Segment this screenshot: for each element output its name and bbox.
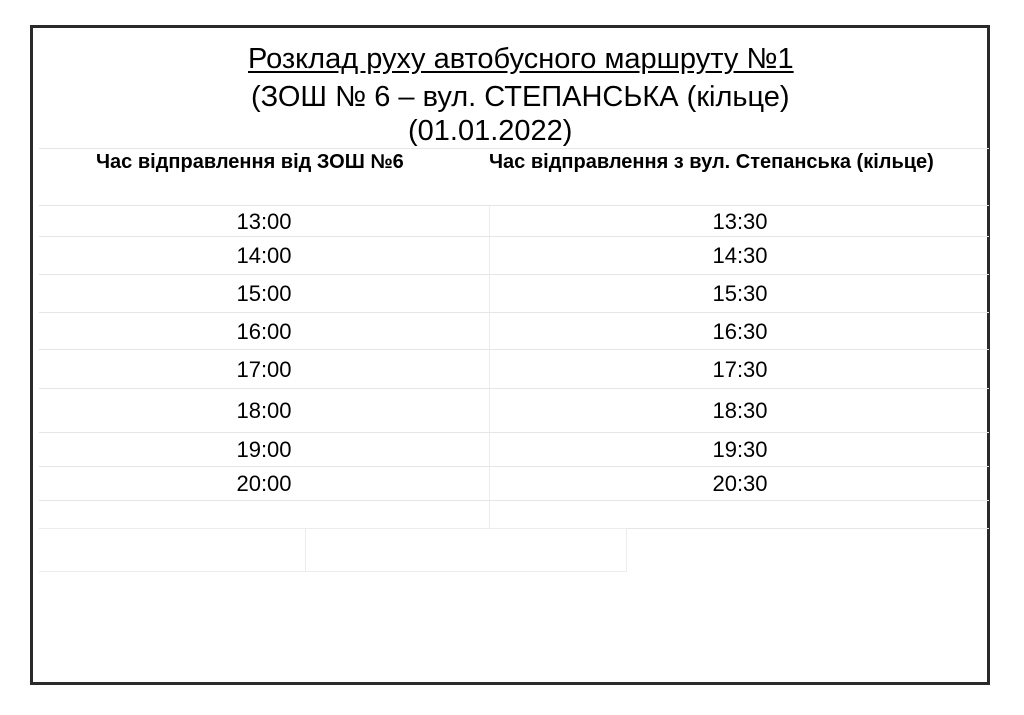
empty-table-row bbox=[39, 500, 989, 529]
departure-stepanska-time: 14:30 bbox=[489, 237, 990, 275]
departure-stepanska-time: 19:30 bbox=[489, 433, 990, 467]
table-row bbox=[39, 205, 989, 237]
table-row bbox=[39, 312, 989, 350]
departure-school-time: 14:00 bbox=[236, 243, 292, 268]
schedule-title: Розклад руху автобусного маршруту №1 bbox=[248, 43, 794, 75]
table-row bbox=[39, 274, 989, 313]
empty-cell bbox=[489, 501, 990, 528]
schedule-date: (01.01.2022) bbox=[408, 115, 573, 147]
departure-stepanska-time: 20:30 bbox=[489, 467, 990, 501]
departure-stepanska-time: 13:30 bbox=[489, 206, 990, 237]
table-row bbox=[39, 388, 989, 433]
empty-extra-row bbox=[39, 528, 627, 572]
table-header-row bbox=[39, 148, 989, 206]
departure-school-time: 13:00 bbox=[236, 208, 292, 234]
table-row bbox=[39, 236, 989, 275]
departure-school-time: 18:00 bbox=[236, 398, 292, 423]
extra-row-divider bbox=[305, 529, 306, 571]
departure-stepanska-time: 17:30 bbox=[489, 350, 990, 389]
departure-school-time: 16:00 bbox=[236, 318, 292, 344]
departure-stepanska-time: 18:30 bbox=[489, 389, 990, 433]
departure-stepanska-time: 15:30 bbox=[489, 275, 990, 313]
route-subtitle: (ЗОШ № 6 – вул. СТЕПАНСЬКА (кільце) bbox=[251, 81, 790, 113]
table-row bbox=[39, 349, 989, 389]
table-row bbox=[39, 432, 989, 467]
header-departure-stepanska: Час відправлення з вул. Степанська (кільце) bbox=[489, 151, 934, 173]
table-row bbox=[39, 466, 989, 501]
departure-school-time: 19:00 bbox=[236, 437, 292, 462]
extra-row-divider bbox=[626, 529, 627, 571]
header-departure-school: Час відправлення від ЗОШ №6 bbox=[96, 151, 404, 173]
departure-stepanska-time: 16:30 bbox=[489, 313, 990, 350]
empty-cell bbox=[39, 501, 489, 528]
departure-school-time: 15:00 bbox=[236, 281, 292, 306]
departure-school-time: 20:00 bbox=[236, 471, 292, 496]
schedule-document bbox=[30, 25, 990, 685]
departure-school-time: 17:00 bbox=[236, 356, 292, 382]
